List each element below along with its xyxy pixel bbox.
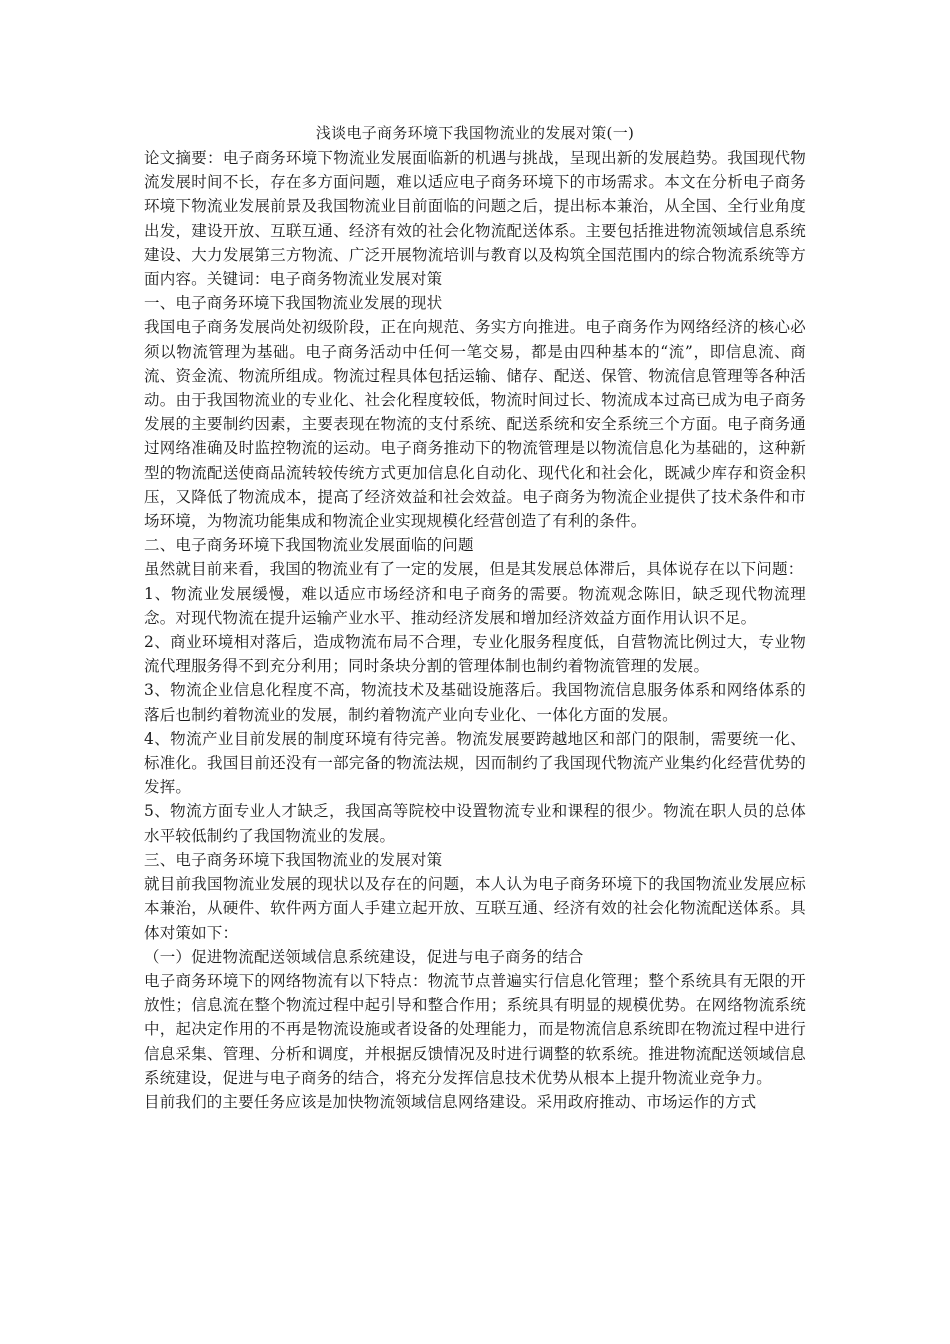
trailing-paragraph: 目前我们的主要任务应该是加快物流领域信息网络建设。采用政府推动、市场运作的方式	[144, 1092, 757, 1111]
document-page	[144, 122, 806, 1114]
section-heading-1: 一、电子商务环境下我国物流业发展的现状	[144, 294, 443, 313]
section-3-intro: 就目前我国物流业发展的现状以及存在的问题，本人认为电子商务环境下的我国物流业发展应标本兼治，从硬件、软件两方面人手建立起开放、互联互通、经济有效的社会化物流配送体系。具体对策如下：	[144, 875, 806, 942]
document-title: 浅谈电子商务环境下我国物流业的发展对策(一)	[315, 124, 635, 142]
section-heading-3: 三、电子商务环境下我国物流业的发展对策	[144, 850, 443, 869]
abstract-paragraph: 论文摘要：电子商务环境下物流业发展面临新的机遇与挑战，呈现出新的发展趋势。我国现代物流发展时间不长，存在多方面问题，难以适应电子商务环境下的市场需求。本文在分析电子商务环境下物流业发展前景及我国物流业目前面临的问题之后，提出标本兼治，从全国、全行业角度出发，建设开放、互联互通、经济有效的社会化物流配送体系。主要包括推进物流领域信息系统建设、大力发展第三方物流、广泛开展物流培训与教育以及构筑全国范围内的综合物流系统等方面内容。关键词：电子商务物流业发展对策	[144, 149, 806, 289]
subsection-1-body: 电子商务环境下的网络物流有以下特点：物流节点普遍实行信息化管理；整个系统具有无限的开放性；信息流在整个物流过程中起引导和整合作用；系统具有明显的规模优势。在网络物流系统中，起决定作用的不再是物流设施或者设备的处理能力，而是物流信息系统即在物流过程中进行信息采集、管理、分析和调度，并根据反馈情况及时进行调整的软系统。推进物流配送领域信息系统建设，促进与电子商务的结合，将充分发挥信息技术优势从根本上提升物流业竞争力。	[144, 971, 806, 1087]
subsection-heading-1: （一）促进物流配送领域信息系统建设，促进与电子商务的结合	[144, 947, 584, 966]
problem-item-1: 1、物流业发展缓慢，难以适应市场经济和电子商务的需要。物流观念陈旧，缺乏现代物流理念。对现代物流在提升运输产业水平、推动经济发展和增加经济效益方面作用认识不足。	[144, 584, 806, 627]
section-1-body: 我国电子商务发展尚处初级阶段，正在向规范、务实方向推进。电子商务作为网络经济的核心必须以物流管理为基础。电子商务活动中任何一笔交易，都是由四种基本的“流”，即信息流、商流、资金流、物流所组成。物流过程具体包括运输、储存、配送、保管、物流信息管理等各种活动。由于我国物流业的专业化、社会化程度较低，物流时间过长、物流成本过高已成为电子商务发展的主要制约因素，主要表现在物流的支付系统、配送系统和安全系统三个方面。电子商务通过网络准确及时监控物流的运动。电子商务推动下的物流管理是以物流信息化为基础的，这种新型的物流配送使商品流转较传统方式更加信息化自动化、现代化和社会化，既减少库存和资金积压，又降低了物流成本，提高了经济效益和社会效益。电子商务为物流企业提供了技术条件和市场环境，为物流功能集成和物流企业实现规模化经营创造了有利的条件。	[144, 318, 806, 531]
section-heading-2: 二、电子商务环境下我国物流业发展面临的问题	[144, 536, 474, 555]
problem-item-2: 2、商业环境相对落后，造成物流布局不合理，专业化服务程度低，自营物流比例过大，专业物流代理服务得不到充分利用；同时条块分割的管理体制也制约着物流管理的发展。	[144, 633, 806, 676]
section-2-intro: 虽然就目前来看，我国的物流业有了一定的发展，但是其发展总体滞后，具体说存在以下问题：	[144, 560, 804, 579]
problem-item-5: 5、物流方面专业人才缺乏，我国高等院校中设置物流专业和课程的很少。物流在职人员的总体水平较低制约了我国物流业的发展。	[144, 802, 806, 845]
problem-item-3: 3、物流企业信息化程度不高，物流技术及基础设施落后。我国物流信息服务体系和网络体系的落后也制约着物流业的发展，制约着物流产业向专业化、一体化方面的发展。	[144, 681, 806, 724]
problem-item-4: 4、物流产业目前发展的制度环境有待完善。物流发展要跨越地区和部门的限制，需要统一化、标准化。我国目前还没有一部完备的物流法规，因而制约了我国现代物流产业集约化经营优势的发挥。	[144, 729, 806, 797]
